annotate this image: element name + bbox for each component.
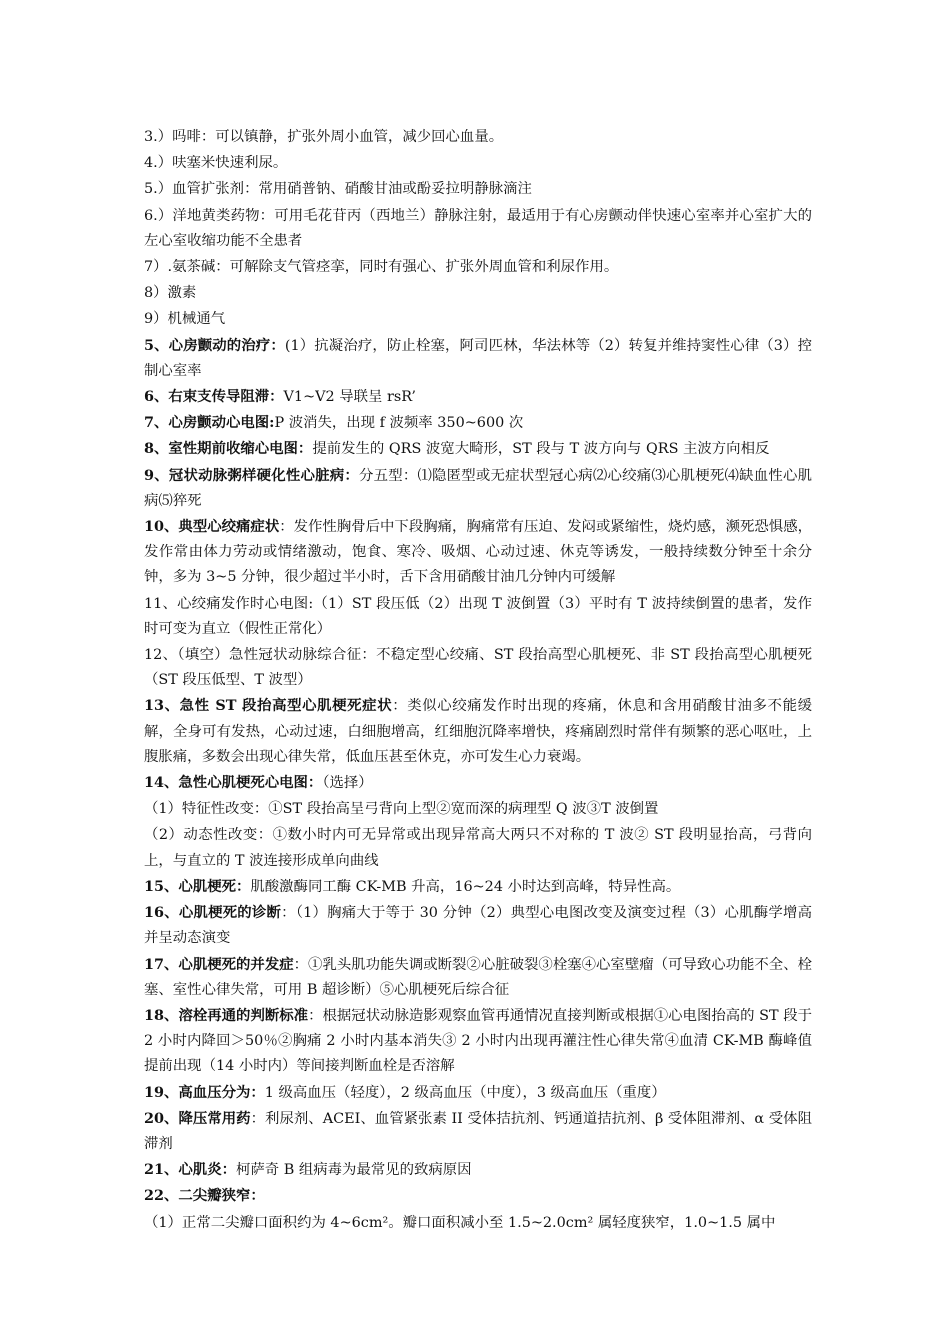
paragraph-21 <box>144 900 812 951</box>
paragraph-24 <box>144 1080 812 1106</box>
paragraph-4 <box>144 203 812 254</box>
paragraph-8-heading: 5、心房颤动的治疗： <box>144 336 285 354</box>
paragraph-13 <box>144 514 812 591</box>
paragraph-10 <box>144 410 812 436</box>
paragraph-22-heading: 17、心肌梗死的并发症 <box>144 955 294 973</box>
paragraph-4-text: 6.）洋地黄类药物：可用毛花苷丙（西地兰）静脉注射，最适用于有心房颤动伴快速心室率并心室扩大的左心室收缩功能不全患者 <box>144 207 812 249</box>
paragraph-13-heading: 10、典型心绞痛症状 <box>144 518 280 536</box>
paragraph-24-text: 1 级高血压（轻度），2 级高血压（中度），3 级高血压（重度） <box>264 1084 666 1101</box>
paragraph-27 <box>144 1183 812 1209</box>
paragraph-1 <box>144 124 812 150</box>
paragraph-9-heading: 6、右束支传导阻滞： <box>144 388 284 406</box>
paragraph-8-text: (1）抗凝治疗，防止栓塞，阿司匹林，华法林等（2）转复并维持窦性心律（3）控制心室率 <box>144 337 812 379</box>
paragraph-10-heading: 7、心房颤动心电图: <box>144 414 275 432</box>
paragraph-19-text: （2）动态性改变：①数小时内可无异常或出现异常高大两只不对称的 T 波② ST 段明显抬高，弓背向上，与直立的 T 波连接形成单向曲线 <box>144 827 812 869</box>
paragraph-28-text: （1）正常二尖瓣口面积约为 4~6cm²。瓣口面积减小至 1.5~2.0cm² 属轻度狭窄，1.0~1.5 属中 <box>144 1214 776 1231</box>
paragraph-9 <box>144 384 812 410</box>
paragraph-18-text: （1）特征性改变：①ST 段抬高呈弓背向上型②宽而深的病理型 Q 波③T 波倒置 <box>144 801 659 818</box>
paragraph-17-heading: 14、急性心肌梗死心电图： <box>144 774 323 792</box>
paragraph-5-text: 7）.氨茶碱：可解除支气管痉挛，同时有强心、扩张外周血管和利尿作用。 <box>144 259 619 276</box>
paragraph-22-text: ：①乳头肌功能失调或断裂②心脏破裂③栓塞④心室壁瘤（可导致心功能不全、栓塞、室性心律失常，可用 B 超诊断）⑤心肌梗死后综合征 <box>144 956 812 998</box>
paragraph-16-text: ：类似心绞痛发作时出现的疼痛，休息和含用硝酸甘油多不能缓解，全身可有发热，心动过速，白细胞增高，红细胞沉降率增快，疼痛剧烈时常伴有频繁的恶心呕吐，上腹胀痛，多数会出现心律失常，低血压甚至休克，亦可发生心力衰竭。 <box>144 698 812 765</box>
paragraph-14 <box>144 591 812 642</box>
paragraph-25-heading: 20、降压常用药 <box>144 1109 251 1127</box>
paragraph-13-text: ：发作性胸骨后中下段胸痛，胸痛常有压迫、发闷或紧缩性，烧灼感，濒死恐惧感，发作常由体力劳动或情绪激动，饱食、寒冷、吸烟、心动过速、休克等诱发，一般持续数分钟至十余分钟，多为 3~5 分钟，很少超过半小时，舌下含用硝酸甘油几分钟内可缓解 <box>144 519 812 586</box>
paragraph-3 <box>144 176 812 202</box>
paragraph-14-text: 11、心绞痛发作时心电图:（1）ST 段压低（2）出现 T 波倒置（3）平时有 T 波持续倒置的患者，发作时可变为直立（假性正常化） <box>144 595 812 637</box>
paragraph-9-text: V1~V2 导联呈 rsR’ <box>283 389 416 406</box>
paragraph-28 <box>144 1210 812 1236</box>
paragraph-2-text: 4.）呋塞米快速利尿。 <box>144 155 288 172</box>
paragraph-20-heading: 15、心肌梗死： <box>144 877 251 895</box>
paragraph-3-text: 5.）血管扩张剂：常用硝普钠、硝酸甘油或酚妥拉明静脉滴注 <box>144 181 532 198</box>
paragraph-23-text: ：根据冠状动脉造影观察血管再通情况直接判断或根据①心电图抬高的 ST 段于 2 小时内降回＞50％②胸痛 2 小时内基本消失③ 2 小时内出现再灌注性心律失常④血清 CK-MB 酶峰值提前出现（14 小时内）等间接判断血栓是否溶解 <box>144 1007 813 1075</box>
paragraph-20-text: 肌酸激酶同工酶 CK-MB 升高，16~24 小时达到高峰，特异性高。 <box>250 878 681 895</box>
paragraph-10-text: P 波消失，出现 f 波频率 350~600 次 <box>274 415 524 432</box>
paragraph-15-text: 12、（填空）急性冠状动脉综合征：不稳定型心绞痛、ST 段抬高型心肌梗死、非 ST 段抬高型心肌梗死（ST 段压低型、T 波型） <box>144 647 812 689</box>
paragraph-6 <box>144 280 812 306</box>
paragraph-5 <box>144 254 812 280</box>
paragraph-27-heading: 22、二尖瓣狭窄： <box>144 1187 265 1205</box>
paragraph-20 <box>144 874 812 900</box>
paragraph-23 <box>144 1003 812 1080</box>
paragraph-17 <box>144 770 812 796</box>
paragraph-12-heading: 9、冠状动脉粥样硬化性心脏病： <box>144 466 359 484</box>
paragraph-23-heading: 18、溶栓再通的判断标准 <box>144 1006 309 1024</box>
paragraph-7 <box>144 306 812 332</box>
paragraph-18 <box>144 796 812 822</box>
paragraph-21-heading: 16、心肌梗死的诊断 <box>144 904 282 922</box>
paragraph-26-text: 柯萨奇 B 组病毒为最常见的致病原因 <box>235 1162 472 1179</box>
paragraph-2 <box>144 150 812 176</box>
paragraph-21-text: ：（1）胸痛大于等于 30 分钟（2）典型心电图改变及演变过程（3）心肌酶学增高并呈动态演变 <box>144 905 812 947</box>
paragraph-26-heading: 21、心肌炎： <box>144 1161 236 1179</box>
paragraph-12-text: 分五型：⑴隐匿型或无症状型冠心病⑵心绞痛⑶心肌梗死⑷缺血性心肌病⑸猝死 <box>144 467 812 509</box>
paragraph-12 <box>144 463 812 514</box>
paragraph-16 <box>144 693 812 770</box>
paragraph-8 <box>144 333 812 384</box>
paragraph-11 <box>144 436 812 462</box>
document-page <box>144 124 812 1236</box>
paragraph-24-heading: 19、高血压分为： <box>144 1083 265 1101</box>
paragraph-25 <box>144 1106 812 1157</box>
paragraph-11-text: 提前发生的 QRS 波宽大畸形，ST 段与 T 波方向与 QRS 主波方向相反 <box>312 441 770 458</box>
paragraph-6-text: 8）激素 <box>144 285 197 302</box>
paragraph-19 <box>144 822 812 873</box>
paragraph-15 <box>144 642 812 693</box>
paragraph-11-heading: 8、室性期前收缩心电图： <box>144 440 313 458</box>
paragraph-25-text: ：利尿剂、ACEI、血管紧张素 II 受体拮抗剂、钙通道拮抗剂、β 受体阻滞剂、α 受体阻滞剂 <box>144 1110 812 1152</box>
paragraph-16-heading: 13、急性 ST 段抬高型心肌梗死症状 <box>144 697 393 715</box>
paragraph-22 <box>144 952 812 1003</box>
paragraph-7-text: 9）机械通气 <box>144 311 226 328</box>
paragraph-1-text: 3.）吗啡：可以镇静，扩张外周小血管，减少回心血量。 <box>144 129 504 145</box>
paragraph-26 <box>144 1157 812 1183</box>
paragraph-17-text: （选择） <box>322 775 373 792</box>
